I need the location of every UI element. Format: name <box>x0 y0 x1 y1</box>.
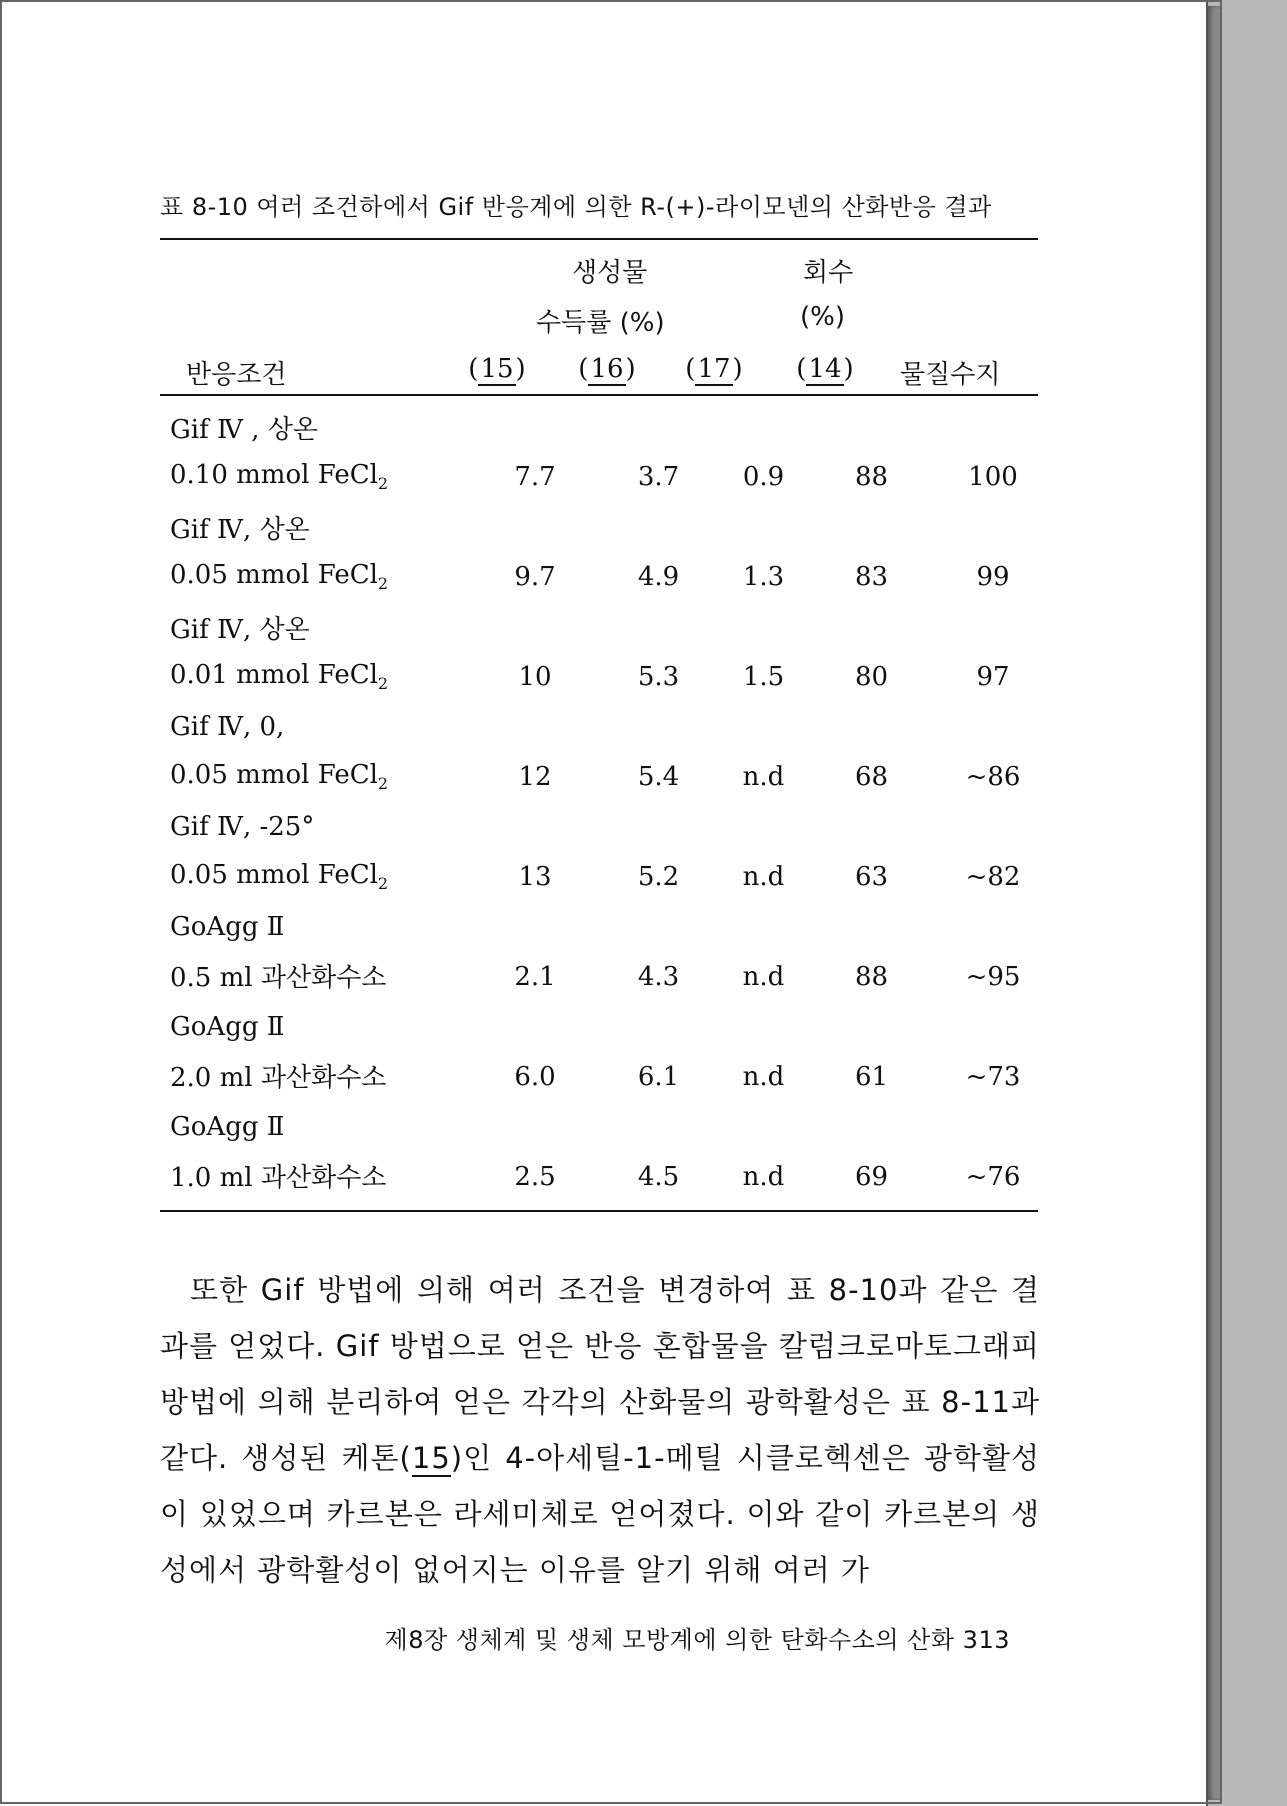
header-condition: 반응조건 <box>186 360 287 390</box>
body-paragraph <box>160 1262 1040 1598</box>
condition-amount <box>170 452 460 502</box>
paragraph <box>160 1262 1040 1598</box>
table-row <box>170 552 1063 602</box>
header-col-17: (17) <box>685 354 743 384</box>
table-row <box>170 1052 1063 1102</box>
table-row-condition-label <box>170 902 1063 952</box>
mass-index-value: 100 <box>968 462 1018 492</box>
amount-text: 0.05 mmol FeCl <box>170 560 378 591</box>
condition-label: Gif Ⅳ, -25° <box>170 812 315 842</box>
amount-text: 0.5 ml 과산화수소 <box>170 963 387 994</box>
header-recovery-unit: (%) <box>800 302 845 332</box>
condition-amount <box>170 952 460 1002</box>
mass-index-value: ~95 <box>965 962 1021 992</box>
table-row-condition-label <box>170 502 1063 552</box>
page-footer: 제8장 생체계 및 생체 모방계에 의한 탄화수소의 산화 313 <box>384 1626 1010 1654</box>
mass-index-value: ~76 <box>965 1162 1021 1192</box>
header-rule <box>160 394 1038 396</box>
subscript: 2 <box>377 474 389 494</box>
value-15: 9.7 <box>514 562 556 592</box>
condition-label: Gif Ⅳ, 상온 <box>170 614 310 645</box>
subscript: 2 <box>377 674 389 694</box>
table-row-condition-label <box>170 402 1063 452</box>
value-17: n.d <box>742 1062 785 1092</box>
value-15: 10 <box>518 662 552 692</box>
value-15: 6.0 <box>514 1062 556 1092</box>
value-17: n.d <box>742 762 785 792</box>
table-top-rule <box>160 238 1038 240</box>
subscript: 2 <box>377 774 389 794</box>
value-16: 5.2 <box>637 862 680 892</box>
value-14: 68 <box>854 762 889 792</box>
condition-amount <box>170 852 460 902</box>
table-row <box>170 452 1063 502</box>
header-col-15: (15) <box>468 354 526 384</box>
table-row-condition-label <box>170 1102 1063 1152</box>
results-table-body <box>170 402 1063 1202</box>
amount-text: 2.0 ml 과산화수소 <box>170 1063 387 1094</box>
condition-label: GoAgg Ⅱ <box>170 912 285 942</box>
condition-label: Gif Ⅳ, 0, <box>170 712 285 742</box>
subscript: 2 <box>377 874 389 894</box>
header-col-14: (14) <box>796 354 854 384</box>
value-17: n.d <box>742 962 785 992</box>
table-row-condition-label <box>170 602 1063 652</box>
compound-ref-17: 17 <box>697 354 731 384</box>
value-17: n.d <box>742 862 785 892</box>
value-14: 63 <box>854 862 889 892</box>
table-row <box>170 652 1063 702</box>
amount-text: 0.05 mmol FeCl <box>170 760 378 791</box>
amount-text: 1.0 ml 과산화수소 <box>170 1163 387 1194</box>
mass-index-value: ~73 <box>965 1062 1021 1092</box>
header-yield: 수득률 (%) <box>536 308 665 338</box>
mass-index-value: ~86 <box>965 762 1021 792</box>
table-row-condition-label <box>170 702 1063 752</box>
compound-ref-14: 14 <box>808 354 842 384</box>
value-14: 83 <box>854 562 889 592</box>
condition-amount <box>170 1052 460 1102</box>
value-16: 6.1 <box>637 1062 680 1092</box>
header-col-16: (16) <box>578 354 636 384</box>
amount-text: 0.10 mmol FeCl <box>170 460 378 491</box>
value-14: 69 <box>854 1162 889 1192</box>
value-16: 5.4 <box>637 762 680 792</box>
mass-index-value: 99 <box>976 562 1010 592</box>
table-caption: 표 8-10 여러 조건하에서 Gif 반응계에 의한 R-(+)-라이모넨의 산화반응 결과 <box>160 193 992 221</box>
compound-ref: 15 <box>411 1441 451 1475</box>
header-recovery: 회수 <box>803 258 854 288</box>
value-17: 1.3 <box>742 562 785 592</box>
table-row-condition-label <box>170 802 1063 852</box>
condition-amount <box>170 1152 460 1202</box>
value-17: n.d <box>742 1162 785 1192</box>
results-table <box>170 402 1063 1202</box>
mass-index-value: ~82 <box>965 862 1021 892</box>
subscript: 2 <box>377 574 389 594</box>
value-15: 2.5 <box>514 1162 556 1192</box>
value-16: 4.9 <box>637 562 680 592</box>
table-row <box>170 952 1063 1002</box>
value-15: 13 <box>518 862 552 892</box>
value-17: 1.5 <box>742 662 785 692</box>
condition-amount <box>170 552 460 602</box>
value-17: 0.9 <box>742 462 785 492</box>
paragraph-text-1: 또한 Gif 방법에 의해 여러 조건을 변경하여 표 8-10과 같은 결과를 얻었다. Gif 방법으로 얻은 반응 혼합물을 칼럼크로마토그래피 방법에 의해 분리하여 얻은 각각의 산화물의 광학활성은 표 8-11과 같다. 생성된 케톤( <box>160 1273 1040 1475</box>
value-15: 7.7 <box>514 462 556 492</box>
value-14: 61 <box>854 1062 889 1092</box>
header-product: 생성물 <box>572 258 648 288</box>
value-16: 4.3 <box>637 962 680 992</box>
value-14: 88 <box>854 462 889 492</box>
compound-ref-15: 15 <box>480 354 514 384</box>
value-16: 4.5 <box>637 1162 680 1192</box>
condition-amount <box>170 652 460 702</box>
condition-label: GoAgg Ⅱ <box>170 1112 285 1142</box>
condition-label: Gif Ⅳ , 상온 <box>170 414 318 445</box>
table-row <box>170 1152 1063 1202</box>
value-15: 2.1 <box>514 962 556 992</box>
paragraph-text-2: )인 4-아세틸-1-메틸 시클로헥센은 광학활성이 있었으며 카르본은 라세미체로 얻어졌다. 이와 같이 카르본의 생성에서 광학활성이 없어지는 이유를 알기 위해 여러 가 <box>160 1441 1040 1587</box>
page-stack-edge <box>1208 6 1222 1800</box>
value-14: 80 <box>854 662 889 692</box>
compound-ref-16: 16 <box>590 354 624 384</box>
value-16: 5.3 <box>637 662 680 692</box>
table-bottom-rule <box>160 1210 1038 1212</box>
condition-amount <box>170 752 460 802</box>
table-row-condition-label <box>170 1002 1063 1052</box>
amount-text: 0.05 mmol FeCl <box>170 860 378 891</box>
value-15: 12 <box>518 762 552 792</box>
condition-label: Gif Ⅳ, 상온 <box>170 514 310 545</box>
condition-label: GoAgg Ⅱ <box>170 1012 285 1042</box>
table-row <box>170 752 1063 802</box>
table-row <box>170 852 1063 902</box>
header-mass-index: 물질수지 <box>900 360 1001 390</box>
mass-index-value: 97 <box>976 662 1010 692</box>
value-16: 3.7 <box>637 462 680 492</box>
value-14: 88 <box>854 962 889 992</box>
amount-text: 0.01 mmol FeCl <box>170 660 378 691</box>
